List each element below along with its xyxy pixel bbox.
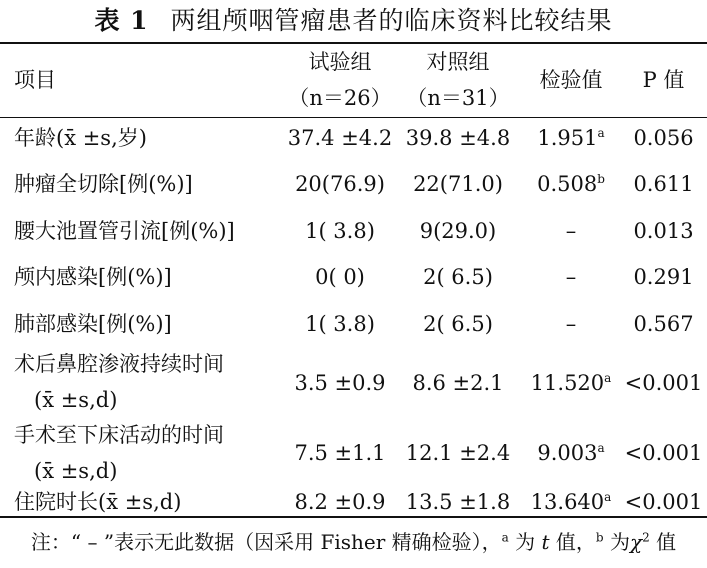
row-p-value: 0.013: [633, 219, 694, 243]
row-label: 腰大池置管引流[例(%)]: [14, 219, 235, 243]
row-label: 手术至下床活动的时间: [14, 423, 224, 447]
row-label: 年龄(x̄ ±s,岁): [14, 126, 147, 150]
row-group-b: 2( 6.5): [423, 312, 493, 336]
row-group-b: 13.5 ±1.8: [405, 490, 511, 514]
row-label: 术后鼻腔渗液持续时间: [14, 352, 224, 376]
header-p-value: P 值: [642, 68, 685, 92]
row-group-a: 37.4 ±4.2: [287, 126, 393, 150]
row-test-value: 0.508$^b$: [537, 172, 605, 196]
row-group-a: 0( 0): [315, 265, 365, 289]
table-footnote: 注：“ – ”表示无此数据（因采用 Fisher 精确检验），$^a$ 为 t 值，$^b$ 为$\chi^2$ 值: [30, 530, 677, 554]
row-group-a: 3.5 ±0.9: [294, 371, 386, 395]
bottom-rule: [0, 516, 707, 518]
row-group-b: 8.6 ±2.1: [412, 371, 504, 395]
table-caption: 两组颅咽管瘤患者的临床资料比较结果: [170, 6, 613, 35]
row-test-value: 13.640$^a$: [530, 490, 612, 514]
row-label: 颅内感染[例(%)]: [14, 265, 172, 289]
header-group-b-n: （n＝31）: [406, 86, 510, 110]
row-p-value: 0.567: [633, 312, 694, 336]
row-group-a: 7.5 ±1.1: [294, 441, 386, 465]
row-p-value: <0.001: [624, 371, 703, 395]
header-group-a: 试验组: [308, 50, 372, 74]
row-test-value: 11.520$^a$: [530, 371, 612, 395]
row-p-value: 0.291: [633, 265, 694, 289]
row-p-value: 0.611: [633, 172, 694, 196]
top-rule: [0, 42, 707, 44]
row-p-value: <0.001: [624, 490, 703, 514]
row-group-b: 22(71.0): [413, 172, 503, 196]
row-p-value: <0.001: [624, 441, 703, 465]
row-label: 住院时长(x̄ ±s,d): [14, 490, 182, 514]
row-p-value: 0.056: [633, 126, 694, 150]
header-test-value: 检验值: [539, 68, 603, 92]
row-group-a: 1( 3.8): [305, 219, 375, 243]
row-label-unit: (x̄ ±s,d): [34, 459, 118, 483]
table-number: 表 1: [94, 6, 149, 35]
row-group-b: 9(29.0): [419, 219, 497, 243]
row-group-a: 20(76.9): [295, 172, 385, 196]
header-group-a-n: （n＝26）: [288, 86, 392, 110]
header-item: 项目: [14, 68, 56, 92]
row-label-unit: (x̄ ±s,d): [34, 388, 118, 412]
row-test-value: –: [565, 219, 577, 243]
row-group-b: 12.1 ±2.4: [405, 441, 511, 465]
row-test-value: –: [565, 265, 577, 289]
header-group-b: 对照组: [426, 50, 490, 74]
row-group-b: 39.8 ±4.8: [405, 126, 511, 150]
row-group-b: 2( 6.5): [423, 265, 493, 289]
row-group-a: 8.2 ±0.9: [294, 490, 386, 514]
row-group-a: 1( 3.8): [305, 312, 375, 336]
row-test-value: 9.003$^a$: [537, 441, 605, 465]
row-label: 肺部感染[例(%)]: [14, 312, 172, 336]
row-test-value: –: [565, 312, 577, 336]
row-test-value: 1.951$^a$: [537, 126, 605, 150]
row-label: 肿瘤全切除[例(%)]: [14, 172, 193, 196]
table-title: [0, 4, 707, 38]
header-rule: [0, 117, 707, 118]
